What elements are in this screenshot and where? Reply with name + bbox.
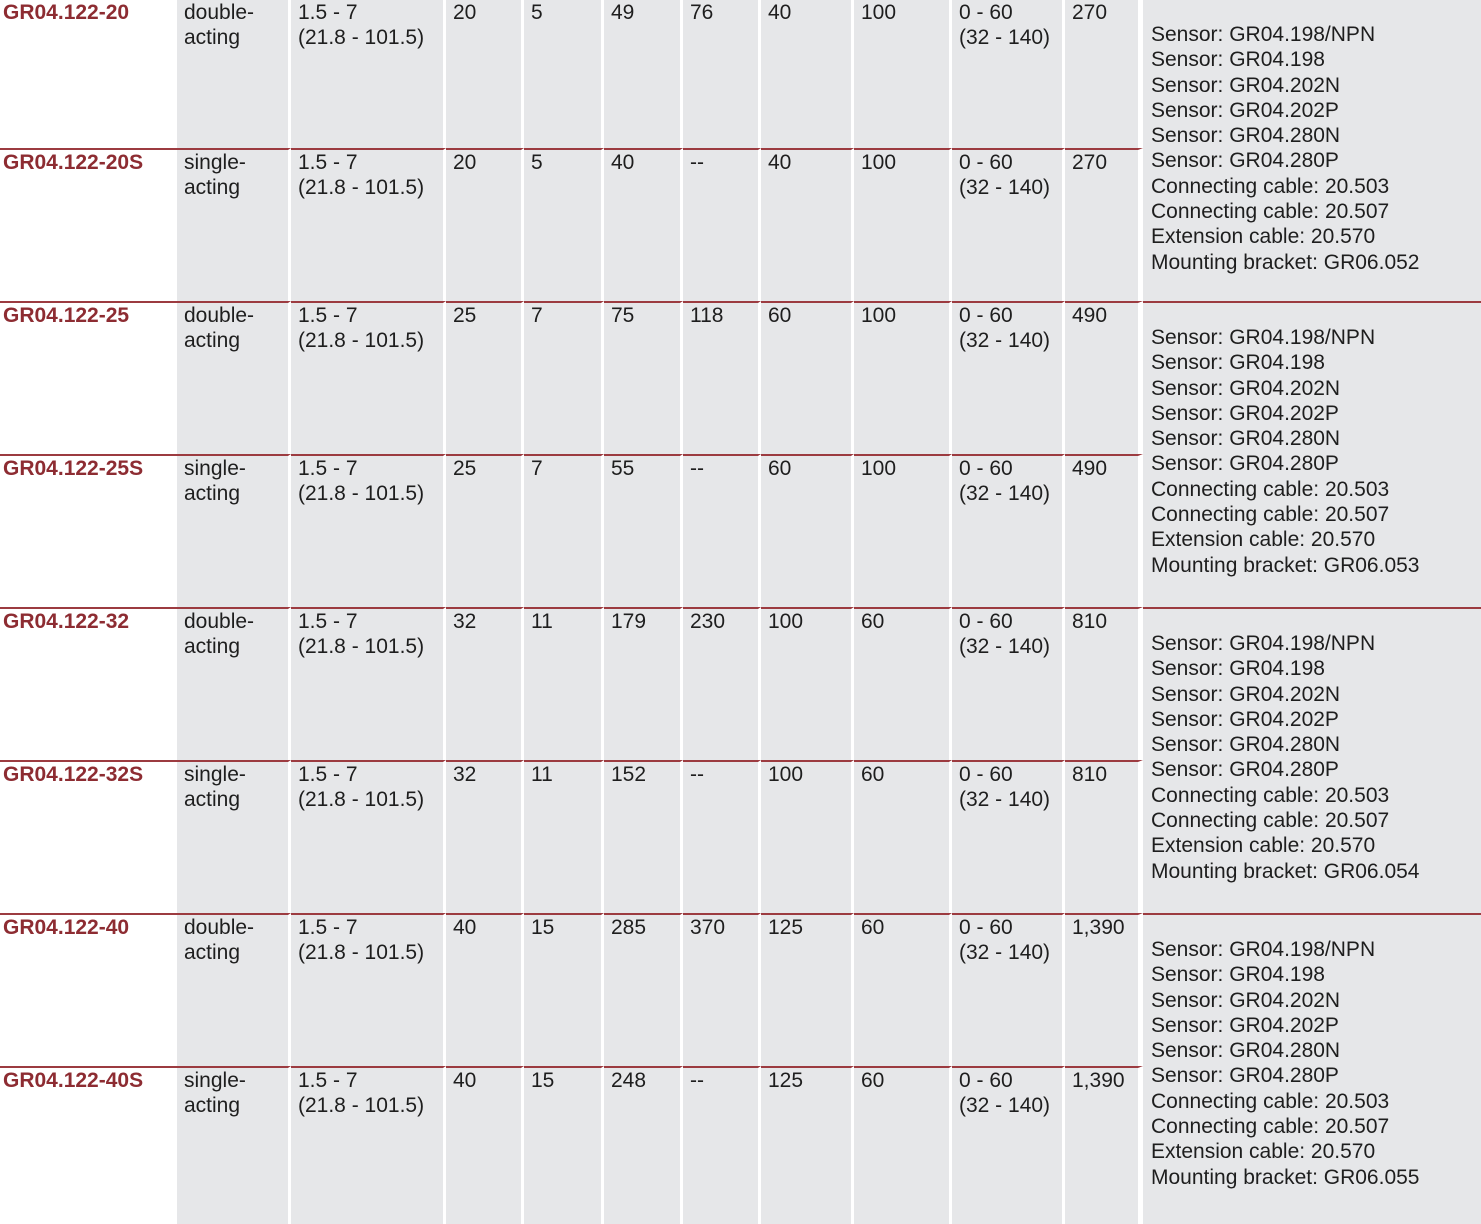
temperature-range-cell [952,148,1065,301]
temperature-range-line: 0 - 60 [959,763,1013,786]
operating-pressure-cell [291,0,446,148]
accessory-item: Sensor: GR04.202P [1151,98,1339,122]
gripping-force-closing-cell: 285 [604,913,683,1066]
frequency-cell: 100 [854,0,952,148]
weight-cell: 270 [1065,148,1143,301]
accessory-item: Sensor: GR04.202P [1151,707,1339,731]
max-load-cell: 100 [761,760,854,913]
accessory-item: Connecting cable: 20.507 [1151,503,1390,527]
article-number-cell: GR04.122-32 [0,607,177,760]
accessory-item: Sensor: GR04.198/NPN [1151,938,1376,961]
accessory-item: Sensor: GR04.280P [1151,1064,1339,1088]
operating-pressure-line: 1.5 - 7 [298,304,358,327]
accessories-cell [1143,607,1481,913]
accessory-item: Sensor: GR04.202P [1151,1013,1339,1037]
gripping-force-closing-cell: 49 [604,0,683,148]
max-load-cell: 125 [761,913,854,1066]
actuation-type-cell [177,301,291,454]
gripping-force-closing-cell: 152 [604,760,683,913]
piston-diameter-cell: 25 [446,301,524,454]
temperature-range-cell [952,454,1065,607]
article-number-cell: GR04.122-40 [0,913,177,1066]
article-number-cell: GR04.122-20 [0,0,177,148]
table-row [0,913,1481,1066]
article-number-cell: GR04.122-25 [0,301,177,454]
accessory-item: Sensor: GR04.198 [1151,48,1325,72]
accessory-item: Sensor: GR04.198/NPN [1151,632,1376,655]
operating-pressure-line: (21.8 - 101.5) [298,26,425,49]
accessory-item: Connecting cable: 20.503 [1151,174,1390,198]
accessory-item: Sensor: GR04.280N [1151,1039,1341,1063]
temperature-range-line: 0 - 60 [959,1069,1013,1092]
temperature-range-line: (32 - 140) [959,26,1051,49]
operating-pressure-cell [291,913,446,1066]
accessory-item: Extension cable: 20.570 [1151,225,1376,249]
article-number-cell: GR04.122-32S [0,760,177,913]
stroke-cell: 5 [524,148,604,301]
accessories-cell [1143,0,1481,301]
operating-pressure-line: 1.5 - 7 [298,763,358,786]
temperature-range-line: (32 - 140) [959,635,1051,658]
stroke-cell: 7 [524,454,604,607]
accessory-item: Mounting bracket: GR06.053 [1151,553,1420,577]
accessory-item: Connecting cable: 20.507 [1151,809,1390,833]
operating-pressure-line: (21.8 - 101.5) [298,482,425,505]
accessory-item: Sensor: GR04.198 [1151,963,1325,987]
gripping-force-opening-cell: 118 [683,301,761,454]
weight-cell: 490 [1065,301,1143,454]
frequency-cell: 60 [854,760,952,913]
article-number-cell: GR04.122-20S [0,148,177,301]
weight-cell: 1,390 [1065,1066,1143,1224]
accessory-item: Sensor: GR04.198/NPN [1151,23,1376,46]
actuation-type-line: double- [184,610,255,633]
weight-cell: 810 [1065,760,1143,913]
gripping-force-opening-cell: 230 [683,607,761,760]
piston-diameter-cell: 25 [446,454,524,607]
operating-pressure-line: (21.8 - 101.5) [298,941,425,964]
gripping-force-opening-cell: -- [683,760,761,913]
accessory-item: Extension cable: 20.570 [1151,1140,1376,1164]
operating-pressure-cell [291,148,446,301]
temperature-range-cell [952,0,1065,148]
accessory-item: Connecting cable: 20.503 [1151,783,1390,807]
operating-pressure-cell [291,760,446,913]
gripping-force-opening-cell: -- [683,1066,761,1224]
actuation-type-line: single- [184,151,246,174]
operating-pressure-line: 1.5 - 7 [298,457,358,480]
accessory-item: Connecting cable: 20.507 [1151,200,1390,224]
temperature-range-line: 0 - 60 [959,151,1013,174]
frequency-cell: 100 [854,454,952,607]
gripping-force-opening-cell: 76 [683,0,761,148]
accessory-item: Mounting bracket: GR06.054 [1151,859,1420,883]
actuation-type-line: single- [184,457,246,480]
accessories-cell [1143,913,1481,1224]
accessory-item: Sensor: GR04.202N [1151,73,1341,97]
actuation-type-line: double- [184,916,255,939]
gripping-force-closing-cell: 179 [604,607,683,760]
actuation-type-line: acting [184,26,241,49]
stroke-cell: 11 [524,760,604,913]
operating-pressure-line: 1.5 - 7 [298,1069,358,1092]
temperature-range-cell [952,1066,1065,1224]
piston-diameter-cell: 40 [446,913,524,1066]
actuation-type-cell [177,148,291,301]
accessory-item: Sensor: GR04.198/NPN [1151,326,1376,349]
temperature-range-line: (32 - 140) [959,176,1051,199]
piston-diameter-cell: 32 [446,760,524,913]
accessory-item: Sensor: GR04.202N [1151,376,1341,400]
weight-cell: 810 [1065,607,1143,760]
accessory-item: Sensor: GR04.280P [1151,452,1339,476]
actuation-type-line: single- [184,1069,246,1092]
actuation-type-line: acting [184,329,241,352]
accessory-item: Connecting cable: 20.503 [1151,477,1390,501]
max-load-cell: 125 [761,1066,854,1224]
gripping-force-opening-cell: 370 [683,913,761,1066]
accessory-item: Sensor: GR04.280N [1151,124,1341,148]
table-row [0,607,1481,760]
accessory-item: Sensor: GR04.198 [1151,351,1325,375]
accessory-item: Connecting cable: 20.503 [1151,1089,1390,1113]
frequency-cell: 60 [854,607,952,760]
operating-pressure-line: 1.5 - 7 [298,151,358,174]
piston-diameter-cell: 40 [446,1066,524,1224]
frequency-cell: 100 [854,148,952,301]
frequency-cell: 60 [854,913,952,1066]
operating-pressure-line: (21.8 - 101.5) [298,635,425,658]
operating-pressure-cell [291,1066,446,1224]
temperature-range-line: 0 - 60 [959,457,1013,480]
frequency-cell: 100 [854,301,952,454]
temperature-range-line: (32 - 140) [959,482,1051,505]
actuation-type-cell [177,913,291,1066]
operating-pressure-cell [291,607,446,760]
operating-pressure-line: (21.8 - 101.5) [298,176,425,199]
actuation-type-line: acting [184,1094,241,1117]
gripping-force-closing-cell: 75 [604,301,683,454]
accessory-item: Sensor: GR04.202N [1151,682,1341,706]
actuation-type-cell [177,1066,291,1224]
actuation-type-line: double- [184,1,255,24]
accessory-item: Mounting bracket: GR06.055 [1151,1165,1420,1189]
max-load-cell: 60 [761,301,854,454]
table-row [0,0,1481,148]
temperature-range-cell [952,301,1065,454]
accessory-item: Extension cable: 20.570 [1151,528,1376,552]
article-number-cell: GR04.122-40S [0,1066,177,1224]
piston-diameter-cell: 20 [446,0,524,148]
actuation-type-line: acting [184,788,241,811]
article-number-cell: GR04.122-25S [0,454,177,607]
operating-pressure-cell [291,301,446,454]
actuation-type-cell [177,760,291,913]
stroke-cell: 11 [524,607,604,760]
operating-pressure-line: 1.5 - 7 [298,610,358,633]
actuation-type-line: acting [184,635,241,658]
temperature-range-line: 0 - 60 [959,304,1013,327]
accessories-cell [1143,301,1481,607]
actuation-type-line: acting [184,176,241,199]
temperature-range-line: 0 - 60 [959,1,1013,24]
accessory-item: Extension cable: 20.570 [1151,834,1376,858]
piston-diameter-cell: 32 [446,607,524,760]
actuation-type-cell [177,0,291,148]
accessory-item: Sensor: GR04.280N [1151,733,1341,757]
actuation-type-line: acting [184,941,241,964]
temperature-range-line: (32 - 140) [959,1094,1051,1117]
actuation-type-line: acting [184,482,241,505]
temperature-range-line: 0 - 60 [959,916,1013,939]
stroke-cell: 15 [524,1066,604,1224]
accessory-item: Sensor: GR04.280P [1151,758,1339,782]
gripping-force-closing-cell: 248 [604,1066,683,1224]
stroke-cell: 7 [524,301,604,454]
operating-pressure-line: (21.8 - 101.5) [298,1094,425,1117]
operating-pressure-line: (21.8 - 101.5) [298,329,425,352]
weight-cell: 270 [1065,0,1143,148]
max-load-cell: 60 [761,454,854,607]
temperature-range-line: (32 - 140) [959,941,1051,964]
operating-pressure-line: 1.5 - 7 [298,1,358,24]
actuation-type-line: double- [184,304,255,327]
accessory-item: Connecting cable: 20.507 [1151,1115,1390,1139]
temperature-range-cell [952,760,1065,913]
piston-diameter-cell: 20 [446,148,524,301]
temperature-range-line: (32 - 140) [959,788,1051,811]
gripping-force-closing-cell: 40 [604,148,683,301]
actuation-type-line: single- [184,763,246,786]
gripping-force-opening-cell: -- [683,148,761,301]
accessory-item: Mounting bracket: GR06.052 [1151,250,1420,274]
weight-cell: 1,390 [1065,913,1143,1066]
accessory-item: Sensor: GR04.280P [1151,149,1339,173]
max-load-cell: 40 [761,0,854,148]
actuation-type-cell [177,607,291,760]
gripping-force-closing-cell: 55 [604,454,683,607]
stroke-cell: 15 [524,913,604,1066]
operating-pressure-cell [291,454,446,607]
temperature-range-cell [952,913,1065,1066]
gripping-force-opening-cell: -- [683,454,761,607]
table-row [0,301,1481,454]
accessory-item: Sensor: GR04.280N [1151,427,1341,451]
accessory-item: Sensor: GR04.202P [1151,401,1339,425]
actuation-type-cell [177,454,291,607]
accessory-item: Sensor: GR04.198 [1151,657,1325,681]
operating-pressure-line: 1.5 - 7 [298,916,358,939]
temperature-range-line: 0 - 60 [959,610,1013,633]
max-load-cell: 100 [761,607,854,760]
max-load-cell: 40 [761,148,854,301]
weight-cell: 490 [1065,454,1143,607]
temperature-range-cell [952,607,1065,760]
accessory-item: Sensor: GR04.202N [1151,988,1341,1012]
stroke-cell: 5 [524,0,604,148]
temperature-range-line: (32 - 140) [959,329,1051,352]
operating-pressure-line: (21.8 - 101.5) [298,788,425,811]
frequency-cell: 60 [854,1066,952,1224]
